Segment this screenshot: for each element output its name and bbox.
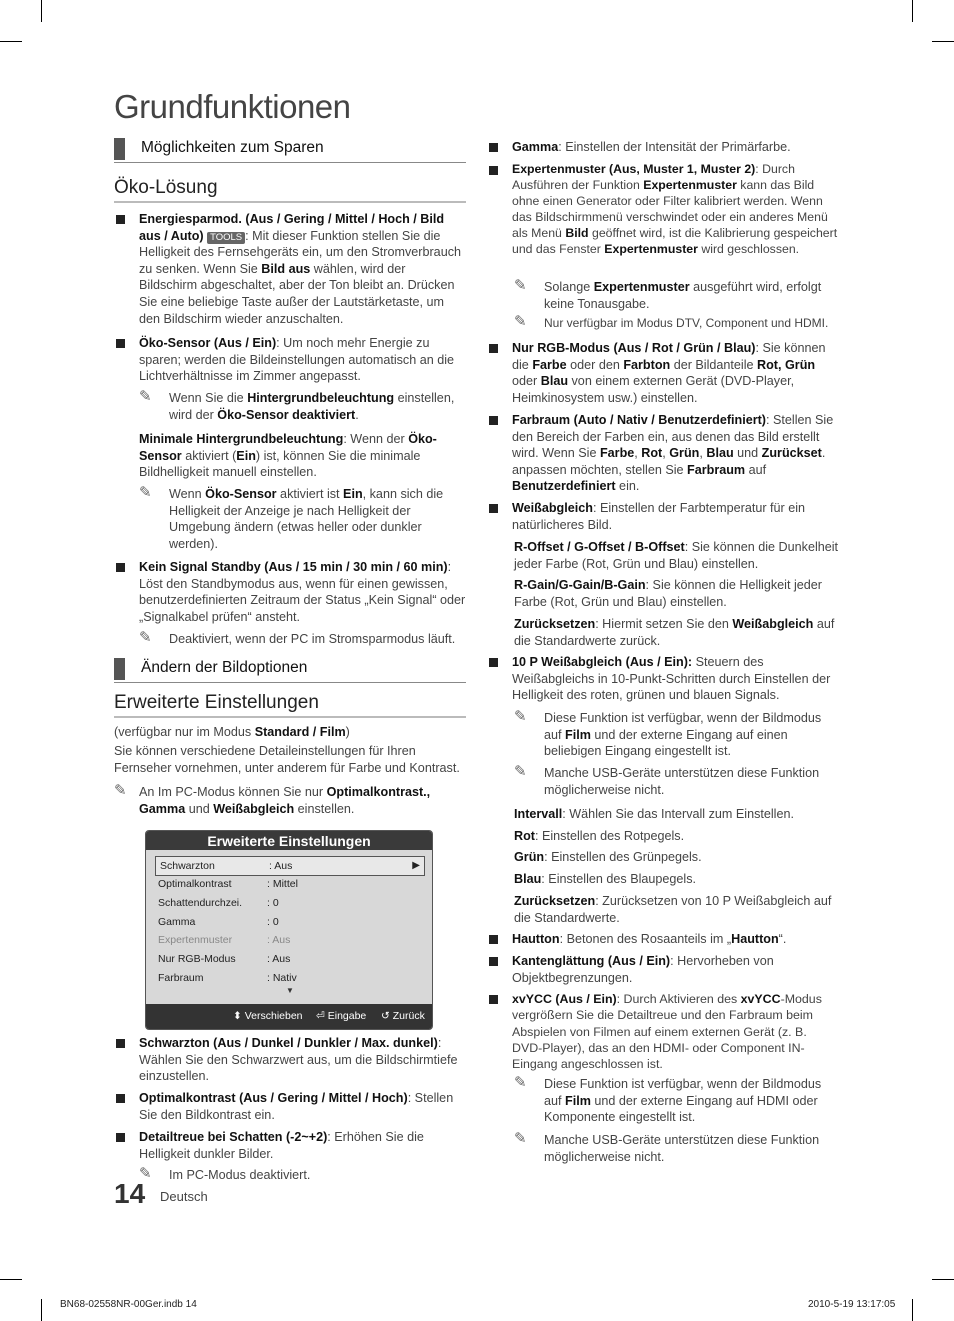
bold-term: Farbton <box>623 357 671 372</box>
list-item <box>487 412 839 495</box>
bullet-title: Farbraum (Auto / Nativ / Benutzerdefiniert) <box>512 413 766 427</box>
note-text: Diese Funktion ist verfügbar, wenn der Bildmodus auf <box>544 711 822 742</box>
bold-term: Grün <box>514 850 545 864</box>
menu-item-schattendurchzeichnung[interactable] <box>154 894 422 912</box>
bold-term: Film <box>565 727 591 742</box>
square-bullet-icon <box>489 166 498 175</box>
note <box>514 710 839 760</box>
sub-paragraph <box>514 871 839 888</box>
sub-paragraph <box>139 431 466 481</box>
menu-item-label: Expertenmuster <box>158 934 233 946</box>
menu-item-label: Schwarzton <box>160 860 215 872</box>
crop-mark <box>912 0 913 22</box>
note-text: aktiviert ist <box>276 487 344 501</box>
square-bullet-icon <box>116 1133 125 1142</box>
text: : Wählen Sie das Intervall zum Einstellen. <box>562 807 794 821</box>
menu-item-label: Schattendurchzei. <box>158 897 243 909</box>
text: kann das Bild ohne einen Generator oder Filter kalibriert werden. Wenn das Bildschirmmenü verschwindet oder ein anderes Menü als Menü <box>512 177 828 240</box>
note-text: einstellen, wird der <box>169 391 455 422</box>
heading-erweiterte-einstellungen: Erweiterte Einstellungen <box>114 692 466 718</box>
bold-term: Weißabgleich <box>732 617 814 631</box>
square-bullet-icon <box>489 504 498 513</box>
menu-item-value: : Aus <box>267 953 291 965</box>
bold-term: R-Offset / G-Offset / B-Offset <box>514 540 685 554</box>
bold-term: Zurücksetzen <box>514 894 596 908</box>
text: ) <box>345 725 350 739</box>
note-text: , kann sich die Helligkeit der Anzeige je nach Helligkeit der Umgebung ändern (etwas heller oder dunkler werden). <box>169 487 444 551</box>
sub-paragraph <box>514 828 839 845</box>
note-text: . <box>355 407 359 422</box>
bold-term: Blau <box>514 872 542 886</box>
footer-file-info: BN68-02558NR-00Ger.indb 14 <box>60 1299 197 1310</box>
note-text: Manche USB-Geräte unterstützen diese Funktion möglicherweise nicht. <box>544 766 820 797</box>
return-icon: ↺ <box>381 1010 390 1022</box>
note-text: An Im PC-Modus können Sie nur <box>139 785 327 799</box>
bold-term: Standard / Film <box>254 725 346 739</box>
text: -Modus vergrößern Sie die Detailtreue und den Farbraum beim Abspielen von Filmen auf einem externen Gerät (z. B. DVD-Player), das an den HDMI- oder Component IN-Eingang angeschlossen ist. <box>512 992 822 1072</box>
bold-term: Film <box>565 1093 591 1108</box>
bold-term: Weißabgleich <box>213 801 295 816</box>
note <box>514 315 839 332</box>
menu-item-gamma[interactable] <box>154 913 422 931</box>
crop-mark <box>912 1299 913 1321</box>
bullet-title: Kantenglättung (Aus / Ein) <box>512 954 671 968</box>
bullet-title: Schwarzton (Aus / Dunkel / Dunkler / Max. dunkel) <box>139 1036 438 1050</box>
note-text: Manche USB-Geräte unterstützen diese Funktion möglicherweise nicht. <box>544 1133 820 1164</box>
text: ) ist, können Sie die minimale Bildhelligkeit manuell einstellen. <box>139 448 421 480</box>
bold-term: Hintergrundbeleuchtung <box>247 391 395 405</box>
bold-term: Intervall <box>514 807 563 821</box>
bold-term: Hautton <box>731 932 779 946</box>
text: . anpassen möchten, stellen Sie <box>512 446 826 477</box>
text: : Durch Ausführen der Funktion <box>512 162 795 192</box>
bullet-title: xvYCC (Aus / Ein) <box>512 992 617 1006</box>
pencil-note-icon: ✎ <box>514 1130 527 1147</box>
pencil-note-icon: ✎ <box>514 277 527 294</box>
note-text: ausgeführt wird, erfolgt keine Tonausgabe. <box>544 280 822 311</box>
footer-timestamp: 2010-5-19 13:17:05 <box>808 1299 896 1310</box>
list-item <box>487 139 839 156</box>
menu-item-value: : Mittel <box>267 878 298 890</box>
return-hint <box>381 1004 425 1029</box>
text: , <box>662 446 670 461</box>
bullet-title: Hautton <box>512 932 560 946</box>
crop-mark <box>0 1279 22 1280</box>
text: wird geschlossen. <box>697 241 800 256</box>
hint-label: Eingabe <box>327 1010 367 1022</box>
bold-term: Expertenmuster <box>643 177 737 192</box>
text: auf die Standardwerte zurück. <box>514 617 835 648</box>
text: : Sie können die <box>512 341 826 372</box>
list-item <box>114 559 466 625</box>
menu-item-label: Nur RGB-Modus <box>158 953 236 965</box>
arrow-right-icon: ▶ <box>412 860 420 871</box>
sub-paragraph <box>514 849 839 866</box>
crop-mark <box>41 0 42 22</box>
note-text: Wenn <box>169 487 206 501</box>
availability-text <box>114 724 466 741</box>
bullet-title: Nur RGB-Modus (Aus / Rot / Grün / Blau) <box>512 341 756 355</box>
list-item <box>487 931 839 948</box>
sub-paragraph <box>514 577 839 610</box>
bullet-text: : Stellen Sie den Bildkontrast ein. <box>139 1091 454 1122</box>
bold-term: Expertenmuster <box>593 280 690 294</box>
bullet-title: Expertenmuster (Aus, Muster 1, Muster 2) <box>512 162 756 176</box>
bullet-text: : Einstellen der Intensität der Primärfarbe. <box>558 140 791 154</box>
bullet-title: Öko-Sensor (Aus / Ein) <box>139 336 277 350</box>
text: , <box>699 446 707 461</box>
menu-item-nur-rgb-modus[interactable] <box>154 950 422 968</box>
text: “. <box>778 932 787 946</box>
list-item <box>114 1090 466 1123</box>
text: : Sie können die Helligkeit jeder Farbe (Rot, Grün und Blau) einstellen. <box>514 578 822 609</box>
bullet-text: : Erhöhen Sie die Helligkeit dunkler Bilder. <box>139 1130 424 1161</box>
bullet-text: : Löst den Standbymodus aus, wenn für einen gewissen, benutzerdefinierten Zeitraum der Status „Kein Signal“ oder „Signalkabel prüfen“ ansteht. <box>139 560 466 624</box>
list-item <box>114 211 466 327</box>
list-item <box>487 991 839 1072</box>
menu-item-value: : 0 <box>267 916 279 928</box>
menu-item-label: Gamma <box>158 916 196 928</box>
pencil-note-icon: ✎ <box>514 1074 527 1091</box>
bold-term: Optimalkontrast., Gamma <box>139 785 431 816</box>
bold-term: Benutzerdefiniert <box>512 479 616 494</box>
square-bullet-icon <box>489 995 498 1004</box>
bold-term: Zurückset <box>761 446 822 461</box>
menu-item-label: Farbraum <box>158 972 204 984</box>
page-number: 14 <box>114 1178 146 1209</box>
bold-term: Blau <box>540 374 569 389</box>
note <box>139 1167 466 1184</box>
bullet-title: 10 P Weißabgleich (Aus / Ein): <box>512 655 693 669</box>
note-text: einstellen. <box>294 801 355 816</box>
square-bullet-icon <box>489 658 498 667</box>
sub-paragraph <box>514 806 839 823</box>
bold-term: Bild aus <box>261 261 311 276</box>
bullet-text: Steuern des Weißabgleichs in 10-Punkt-Schritten durch Einstellen der Helligkeit des roten, grünen und blauen Signals. <box>512 655 831 703</box>
note <box>114 784 454 817</box>
crop-mark <box>41 1299 42 1321</box>
bullet-title: Optimalkontrast (Aus / Gering / Mittel / Hoch) <box>139 1091 408 1105</box>
bullet-text: wählen, wird der Bildschirm abgeschaltet, aber der Ton bleibt an. Drücken Sie eine beliebige Taste außer der Lautstärketaste, um den Bildschirm wieder anzuschalten. <box>139 261 455 326</box>
note-text: Solange <box>544 280 594 294</box>
page-language: Deutsch <box>160 1189 208 1204</box>
text: , <box>634 446 642 461</box>
note <box>139 631 466 648</box>
bullet-text: : Einstellen der Farbtemperatur für ein natürlicheres Bild. <box>512 501 806 532</box>
scroll-down-icon[interactable]: ▼ <box>286 986 294 995</box>
note <box>514 765 839 798</box>
menu-item-farbraum[interactable] <box>154 969 422 987</box>
text: auf <box>745 462 767 477</box>
text: : Einstellen des Rotpegels. <box>534 829 685 843</box>
note <box>514 1076 839 1126</box>
text: der Bildanteile <box>670 357 758 372</box>
pencil-note-icon: ✎ <box>139 388 152 405</box>
menu-item-value: : Aus <box>269 860 293 872</box>
sub-paragraph <box>514 893 839 926</box>
bold-term: Zurücksetzen <box>514 617 596 631</box>
menu-item-value: : Aus <box>267 934 291 946</box>
square-bullet-icon <box>489 416 498 425</box>
bullet-text: : Hervorheben von Objektbegrenzungen. <box>512 954 774 985</box>
text: und <box>733 446 762 461</box>
note-text: Im PC-Modus deaktiviert. <box>169 1168 311 1182</box>
page-title: Grundfunktionen <box>114 88 351 125</box>
bold-term: Expertenmuster <box>604 241 698 256</box>
bold-term: Ein <box>236 448 256 463</box>
square-bullet-icon <box>489 143 498 152</box>
bold-term: Grün <box>669 446 700 461</box>
menu-item-value: : Nativ <box>267 972 297 984</box>
bold-term: R-Gain/G-Gain/B-Gain <box>514 578 646 592</box>
pencil-note-icon: ✎ <box>514 763 527 780</box>
crop-mark <box>0 41 22 42</box>
bold-term: Farbraum <box>687 462 746 477</box>
note-text: und <box>185 801 214 816</box>
bullet-text: : Um noch mehr Energie zu sparen; werden die Bildeinstellungen automatisch an die Lichtverhältnisse im Zimmer angepasst. <box>139 336 455 384</box>
hint-label: Verschieben <box>244 1010 303 1022</box>
square-bullet-icon <box>489 935 498 944</box>
bold-term: Bild <box>565 225 589 240</box>
note <box>514 1132 839 1165</box>
note-text: Nur verfügbar im Modus DTV, Component und HDMI. <box>544 316 829 330</box>
note <box>139 390 459 423</box>
note-text: Wenn Sie die <box>169 391 248 405</box>
note-text: Deaktiviert, wenn der PC im Stromsparmodus läuft. <box>169 632 456 646</box>
bold-term: Öko-Sensor deaktiviert <box>217 407 356 422</box>
crop-mark <box>932 41 954 42</box>
text: : Stellen Sie den Bereich der Farben ein, aus denen das Bild erstellt wird. Wenn Sie <box>512 413 834 461</box>
section-heading-text: Möglichkeiten zum Sparen <box>141 139 324 156</box>
menu-item-value: : 0 <box>267 897 279 909</box>
bold-term: Rot, Grün <box>757 357 816 372</box>
heading-bar <box>114 138 125 160</box>
list-item <box>114 335 466 385</box>
note-text: Diese Funktion ist verfügbar, wenn der Bildmodus auf <box>544 1077 822 1108</box>
menu-item-expertenmuster <box>154 931 422 949</box>
text: von einem externen Gerät (DVD-Player, Heimkinosystem usw.) einstellen. <box>512 374 795 405</box>
bold-term: Rot <box>641 446 663 461</box>
menu-item-optimalkontrast[interactable] <box>154 875 422 893</box>
text: oder den <box>566 357 624 372</box>
bullet-title: Detailtreue bei Schatten (-2~+2) <box>139 1130 328 1144</box>
list-item <box>114 1035 466 1085</box>
square-bullet-icon <box>116 1039 125 1048</box>
text: ein. <box>615 479 640 494</box>
text: geöffnet wird, ist die Kalibrierung gespeichert und das Fenster <box>512 225 838 256</box>
sub-paragraph <box>514 539 839 572</box>
bullet-title: Weißabgleich <box>512 501 593 515</box>
note-text: und der externe Eingang auf HDMI oder Komponente eingestellt ist. <box>544 1093 818 1125</box>
enter-hint <box>316 1004 366 1029</box>
list-item <box>487 500 839 533</box>
move-hint <box>233 1004 303 1029</box>
bold-term: Ein <box>343 487 363 501</box>
text: aktiviert ( <box>181 448 237 463</box>
square-bullet-icon <box>116 215 125 224</box>
text: : Betonen des Rosaanteils im „ <box>559 932 732 946</box>
square-bullet-icon <box>116 563 125 572</box>
square-bullet-icon <box>489 957 498 966</box>
hint-label: Zurück <box>392 1010 425 1022</box>
text: (verfügbar nur im Modus <box>114 725 255 739</box>
text: : Zurücksetzen von 10 P Weißabgleich auf die Standardwerte. <box>514 894 832 925</box>
sub-paragraph <box>514 616 839 649</box>
pencil-note-icon: ✎ <box>139 629 152 646</box>
menu-item-schwarzton[interactable] <box>155 856 425 876</box>
bold-term: Öko-Sensor <box>205 487 277 501</box>
text: : Sie können die Dunkelheit jeder Farbe (Rot, Grün und Blau) einstellen. <box>514 540 839 571</box>
bold-term: Öko-Sensor <box>139 432 437 463</box>
text: oder <box>512 374 541 389</box>
list-item <box>114 1129 466 1162</box>
square-bullet-icon <box>116 339 125 348</box>
menu-footer <box>146 1004 432 1029</box>
menu-item-label: Optimalkontrast <box>158 878 232 890</box>
bold-term: xvYCC <box>740 992 781 1006</box>
advanced-settings-menu <box>145 830 433 1030</box>
pencil-note-icon: ✎ <box>139 484 152 501</box>
text: : Hiermit setzen Sie den <box>595 617 733 631</box>
bullet-text: : Mit dieser Funktion stellen Sie die Helligkeit des Fernsehgeräts ein, um den Stromverbrauch zu senken. Wenn Sie <box>139 228 461 276</box>
note <box>139 486 449 552</box>
pencil-note-icon: ✎ <box>139 1165 152 1182</box>
note-text: und der externe Eingang auf einen beliebigen Eingang eingestellt ist. <box>544 727 788 759</box>
pencil-note-icon: ✎ <box>514 708 527 725</box>
crop-mark <box>932 1279 954 1280</box>
bold-term: Rot <box>514 829 535 843</box>
bold-term: Farbe <box>532 357 567 372</box>
bold-term: Minimale Hintergrundbeleuchtung <box>139 432 344 446</box>
text: : Durch Aktivieren des <box>616 992 741 1006</box>
bullet-text: : Wählen Sie den Schwarzwert aus, um die Bildschirmtiefe einzustellen. <box>139 1036 458 1084</box>
heading-oeko-loesung: Öko-Lösung <box>114 177 466 203</box>
heading-bar <box>114 658 125 680</box>
section-heading-saving <box>114 138 466 163</box>
text: : Einstellen des Grünpegels. <box>544 850 702 864</box>
list-item <box>487 654 839 704</box>
bold-term: Blau <box>706 446 734 461</box>
square-bullet-icon <box>116 1094 125 1103</box>
enter-icon: ⏎ <box>316 1010 325 1022</box>
note <box>514 279 839 312</box>
list-item <box>487 953 839 986</box>
section-heading-picture-options <box>114 658 466 683</box>
pencil-note-icon: ✎ <box>114 782 127 799</box>
list-item <box>487 162 839 257</box>
up-down-icon: ⬍ <box>233 1010 242 1022</box>
bold-term: Farbe <box>599 446 635 461</box>
bullet-title: Gamma <box>512 140 559 154</box>
section-heading-text: Ändern der Bildoptionen <box>141 659 308 676</box>
bullet-title: Energiesparmod. (Aus / Gering / Mittel / Hoch / Bild aus / Auto) <box>139 212 445 243</box>
menu-title: Erweiterte Einstellungen <box>146 831 432 850</box>
square-bullet-icon <box>489 344 498 353</box>
tools-icon: TOOLS <box>207 232 245 244</box>
bullet-title: Kein Signal Standby (Aus / 15 min / 30 min / 60 min) <box>139 560 448 574</box>
text: : Wenn der <box>343 432 409 446</box>
intro-paragraph: Sie können verschiedene Detaileinstellungen für Ihren Fernseher vornehmen, unter anderem für Farbe und Kontrast. <box>114 744 460 775</box>
list-item <box>487 340 839 406</box>
text: : Einstellen des Blaupegels. <box>541 872 697 886</box>
pencil-note-icon: ✎ <box>514 313 527 330</box>
